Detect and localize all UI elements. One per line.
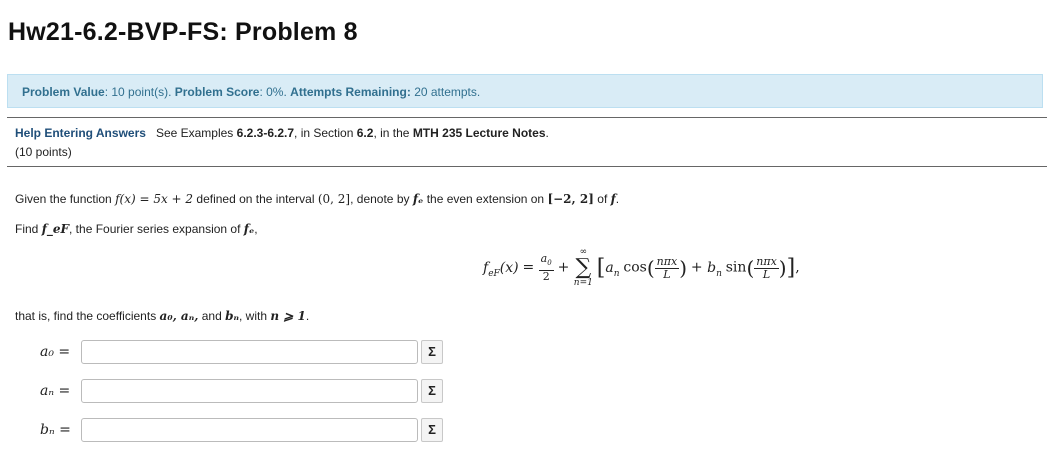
- thatis-text-3: , with: [239, 309, 268, 323]
- given-f: f: [610, 192, 616, 206]
- answer-label-bn: bₙ =: [40, 422, 71, 438]
- find-text-2: , the Fourier series expansion of: [69, 222, 241, 236]
- given-extension-interval: [−2, 2]: [547, 192, 594, 206]
- thatis-text-4: .: [305, 309, 310, 323]
- help-text-2: , in Section: [294, 126, 354, 140]
- help-text-4: .: [545, 126, 549, 140]
- find-text-3: ,: [254, 222, 258, 236]
- attempts-remaining-label: Attempts Remaining:: [290, 85, 411, 99]
- attempts-remaining: 20 attempts.: [414, 85, 481, 99]
- divider-top: [7, 117, 1047, 118]
- divider-middle: [7, 166, 1047, 167]
- thatis-coeffs: a₀, aₙ,: [159, 309, 199, 323]
- problem-statement-given: [15, 192, 619, 206]
- thatis-bn: bₙ: [225, 309, 239, 323]
- thatis-text-2: and: [201, 309, 222, 323]
- page-title: Hw21-6.2-BVP-FS: Problem 8: [8, 18, 358, 46]
- given-fe: fₑ: [412, 192, 424, 206]
- given-text-1: Given the function: [15, 192, 112, 206]
- given-function: f(x) = 5x + 2: [115, 192, 194, 206]
- given-text-2: defined on the interval: [196, 192, 315, 206]
- a0-input[interactable]: [81, 340, 418, 364]
- help-text-1: See Examples: [155, 126, 234, 140]
- problem-points: (10 points): [15, 145, 72, 159]
- given-interval: (0, 2]: [317, 192, 351, 206]
- fourier-series-formula: $f_{eF}(x)$ = $\frac{a_0}{2}$ + ∞ ∑ n=1 [$a_n$ cos( $\frac{\text{nπx}}{L}$ ) + $b_n$ sin( $\frac{\text{nπx}}{L}$ )],: [483, 247, 800, 288]
- given-text-3: , denote by: [350, 192, 410, 206]
- help-line: [15, 126, 549, 140]
- problem-statement-find: [15, 222, 258, 236]
- answer-label-a0: a₀ =: [40, 344, 71, 360]
- problem-score: : 0%.: [259, 85, 287, 99]
- given-text-6: .: [615, 192, 620, 206]
- sigma-icon[interactable]: Σ: [421, 340, 443, 364]
- lecture-notes-ref: MTH 235 Lecture Notes: [412, 126, 546, 140]
- help-entering-answers-link[interactable]: Help Entering Answers: [15, 126, 146, 140]
- answer-label-an: aₙ =: [40, 383, 71, 399]
- problem-info-box: [7, 74, 1043, 108]
- sigma-icon[interactable]: Σ: [421, 379, 443, 403]
- find-fe: fₑ: [243, 222, 255, 236]
- given-text-4: the even extension on: [426, 192, 545, 206]
- thatis-text-1: that is, find the coefficients: [15, 309, 157, 323]
- sigma-icon[interactable]: Σ: [421, 418, 443, 442]
- find-feF: f_eF: [41, 222, 70, 236]
- examples-ref: 6.2.3-6.2.7: [236, 126, 295, 140]
- help-text-3: , in the: [373, 126, 410, 140]
- problem-value: : 10 point(s).: [104, 85, 172, 99]
- find-text-1: Find: [15, 222, 39, 236]
- section-ref: 6.2: [356, 126, 374, 140]
- problem-statement-coefficients: [15, 309, 309, 323]
- problem-score-label: Problem Score: [174, 85, 260, 99]
- bn-input[interactable]: [81, 418, 418, 442]
- given-text-5: of: [597, 192, 608, 206]
- thatis-condition: n ⩾ 1: [270, 309, 306, 323]
- problem-value-label: Problem Value: [22, 85, 105, 99]
- an-input[interactable]: [81, 379, 418, 403]
